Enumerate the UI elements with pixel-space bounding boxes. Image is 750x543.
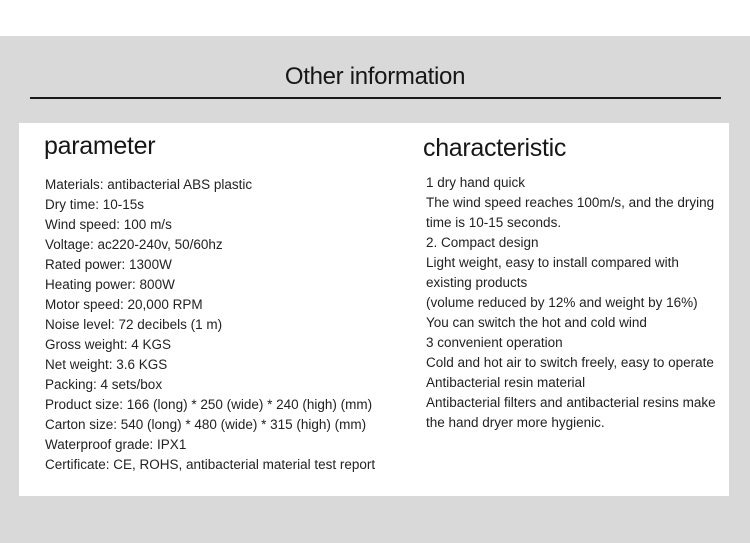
characteristic-line: You can switch the hot and cold wind xyxy=(426,315,647,330)
characteristic-list xyxy=(426,173,716,433)
info-card xyxy=(19,123,729,496)
characteristic-line: the hand dryer more hygienic. xyxy=(426,415,605,430)
characteristic-line: Antibacterial resin material xyxy=(426,375,586,390)
parameter-item: Materials: antibacterial ABS plastic xyxy=(45,177,253,192)
parameter-item: Noise level: 72 decibels (1 m) xyxy=(45,317,223,332)
characteristic-line: existing products xyxy=(426,275,528,290)
parameter-item: Rated power: 1300W xyxy=(45,257,172,272)
parameter-list xyxy=(45,175,375,475)
parameter-item: Dry time: 10-15s xyxy=(45,197,145,212)
title-divider xyxy=(30,97,721,99)
characteristic-line: 2. Compact design xyxy=(426,235,539,250)
parameter-item: Product size: 166 (long) * 250 (wide) * 240 (high) (mm) xyxy=(45,397,373,412)
parameter-item: Waterproof grade: IPX1 xyxy=(45,437,187,452)
parameter-item: Voltage: ac220-240v, 50/60hz xyxy=(45,237,223,252)
characteristic-line: Antibacterial filters and antibacterial resins make xyxy=(426,395,716,410)
characteristic-line: Cold and hot air to switch freely, easy to operate xyxy=(426,355,714,370)
characteristic-title: characteristic xyxy=(423,134,567,162)
parameter-item: Gross weight: 4 KGS xyxy=(45,337,172,352)
parameter-item: Heating power: 800W xyxy=(45,277,175,292)
parameter-item: Certificate: CE, ROHS, antibacterial material test report xyxy=(45,457,376,472)
parameter-item: Carton size: 540 (long) * 480 (wide) * 315 (high) (mm) xyxy=(45,417,367,432)
parameter-item: Packing: 4 sets/box xyxy=(45,377,163,392)
parameter-item: Motor speed: 20,000 RPM xyxy=(45,297,203,312)
parameter-title: parameter xyxy=(44,132,156,160)
parameter-item: Net weight: 3.6 KGS xyxy=(45,357,168,372)
page-title: Other information xyxy=(284,63,466,90)
characteristic-line: 3 convenient operation xyxy=(426,335,563,350)
characteristic-line: The wind speed reaches 100m/s, and the drying xyxy=(426,195,715,210)
characteristic-line: 1 dry hand quick xyxy=(426,175,526,190)
characteristic-line: time is 10-15 seconds. xyxy=(426,215,562,230)
characteristic-line: (volume reduced by 12% and weight by 16%) xyxy=(426,295,698,310)
parameter-item: Wind speed: 100 m/s xyxy=(45,217,172,232)
characteristic-line: Light weight, easy to install compared with xyxy=(426,255,679,270)
